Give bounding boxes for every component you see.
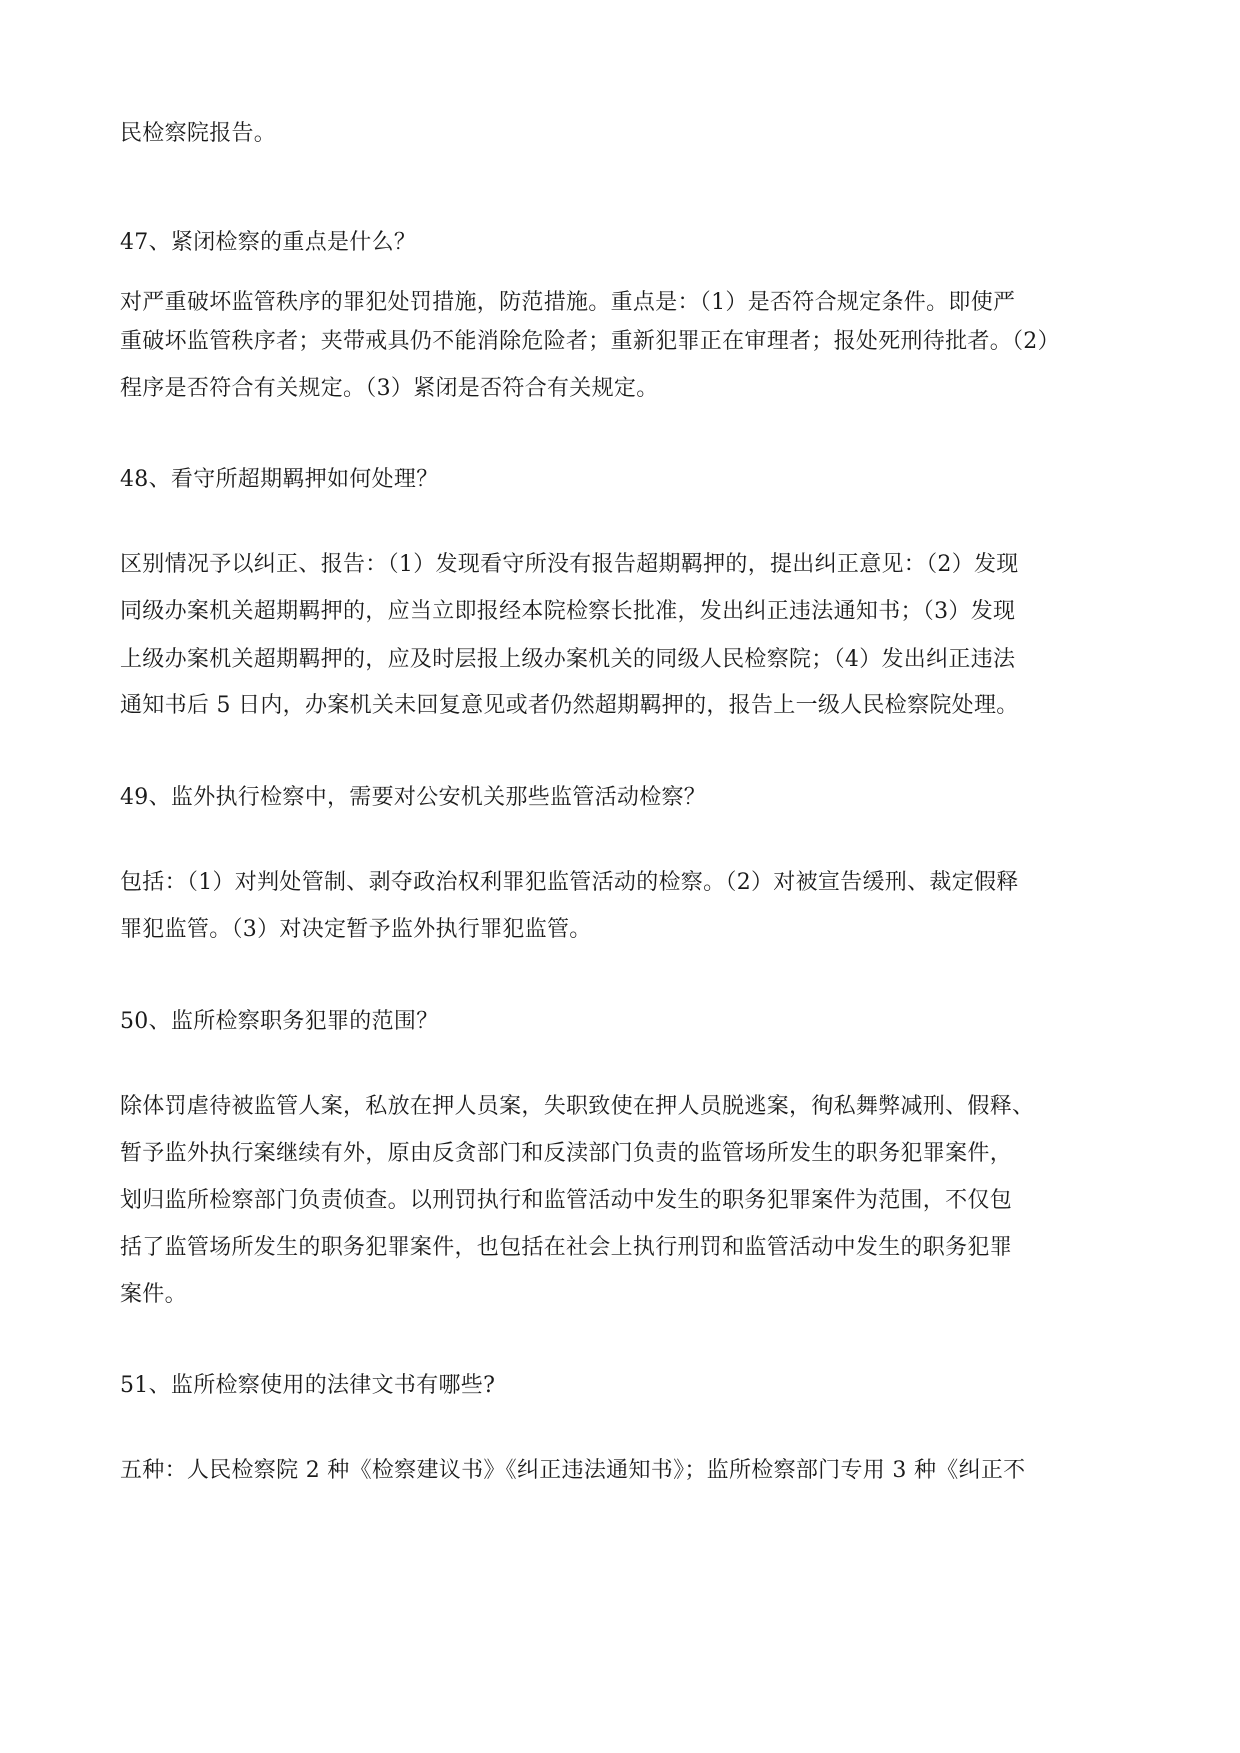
paragraph-line: 括了监管场所发生的职务犯罪案件，也包括在社会上执行刑罚和监管活动中发生的职务犯罪 bbox=[120, 1235, 1013, 1260]
paragraph-line: 划归监所检察部门负责侦查。以刑罚执行和监管活动中发生的职务犯罪案件为范围，不仅包 bbox=[120, 1188, 1013, 1213]
question-49-heading: 49、监外执行检察中，需要对公安机关那些监管活动检察？ bbox=[120, 785, 707, 810]
paragraph-line: 通知书后 5 日内，办案机关未回复意见或者仍然超期羁押的，报告上一级人民检察院处理。 bbox=[120, 693, 1019, 718]
paragraph-line: 程序是否符合有关规定。（3）紧闭是否符合有关规定。 bbox=[120, 376, 659, 401]
paragraph-line: 对严重破坏监管秩序的罪犯处罚措施，防范措施。重点是：（1）是否符合规定条件。即使严 bbox=[120, 290, 1016, 315]
paragraph-line: 同级办案机关超期羁押的，应当立即报经本院检察长批准，发出纠正违法通知书；（3）发现 bbox=[120, 599, 1016, 624]
question-50-heading: 50、监所检察职务犯罪的范围？ bbox=[120, 1009, 439, 1034]
paragraph-line: 上级办案机关超期羁押的，应及时层报上级办案机关的同级人民检察院；（4）发出纠正违法 bbox=[120, 647, 1016, 672]
question-48-heading: 48、看守所超期羁押如何处理？ bbox=[120, 467, 439, 492]
paragraph-line: 除体罚虐待被监管人案，私放在押人员案，失职致使在押人员脱逃案，徇私舞弊减刑、假释、 bbox=[120, 1094, 1035, 1119]
paragraph-line: 罪犯监管。（3）对决定暂予监外执行罪犯监管。 bbox=[120, 917, 592, 942]
paragraph-line: 五种：人民检察院 2 种《检察建议书》《纠正违法通知书》；监所检察部门专用 3 种《纠正不 bbox=[120, 1458, 1026, 1483]
paragraph-line: 民检察院报告。 bbox=[120, 121, 277, 146]
paragraph-line: 重破坏监管秩序者；夹带戒具仍不能消除危险者；重新犯罪正在审理者；报处死刑待批者。（2） bbox=[120, 329, 1060, 354]
paragraph-line: 暂予监外执行案继续有外，原由反贪部门和反渎部门负责的监管场所发生的职务犯罪案件， bbox=[120, 1141, 1013, 1166]
question-47-heading: 47、紧闭检察的重点是什么？ bbox=[120, 230, 417, 255]
paragraph-line: 包括：（1）对判处管制、剥夺政治权利罪犯监管活动的检察。（2）对被宣告缓刑、裁定假释 bbox=[120, 870, 1019, 895]
question-51-heading: 51、监所检察使用的法律文书有哪些? bbox=[120, 1373, 496, 1398]
paragraph-line: 区别情况予以纠正、报告：（1）发现看守所没有报告超期羁押的，提出纠正意见：（2）发现 bbox=[120, 552, 1019, 577]
paragraph-line: 案件。 bbox=[120, 1282, 187, 1307]
